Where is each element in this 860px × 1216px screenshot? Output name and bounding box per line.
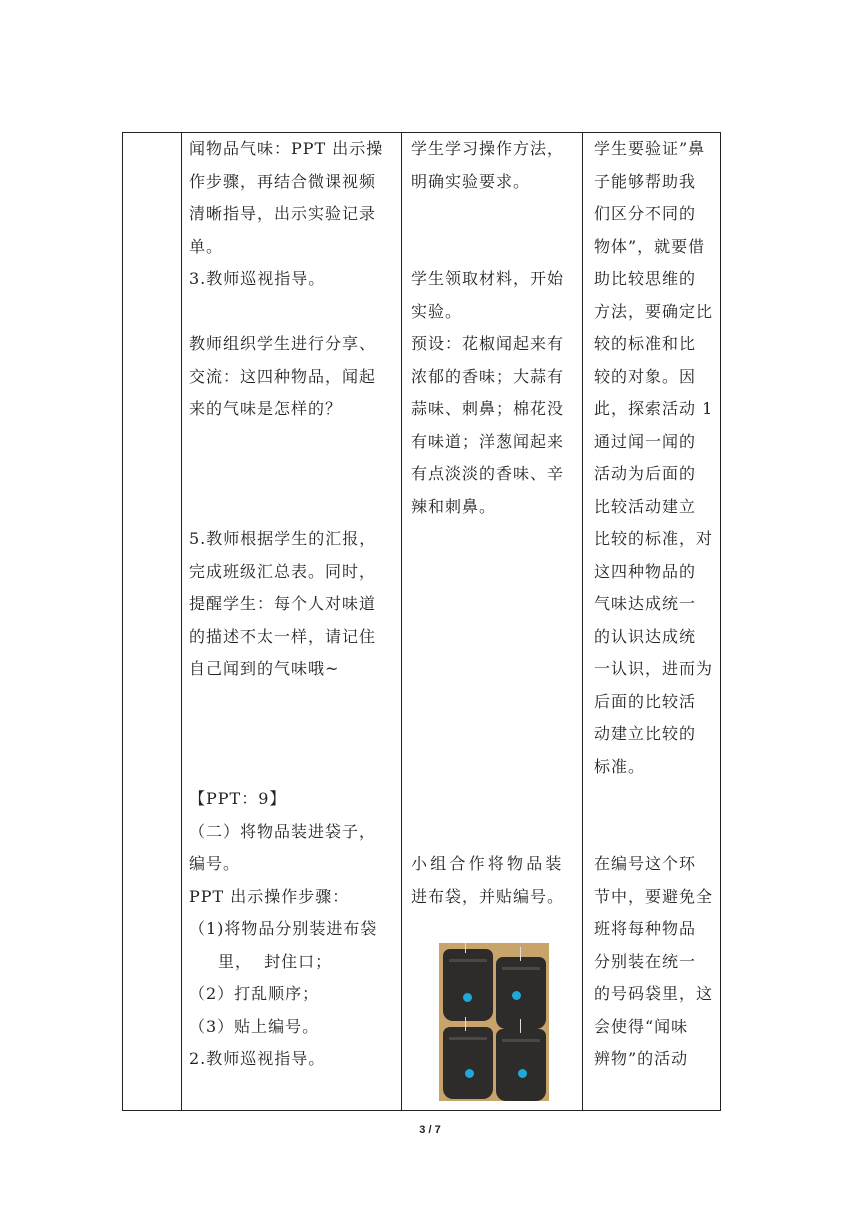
text-line: 后面的比较活 (594, 691, 697, 711)
text-line (411, 783, 583, 816)
text-line (189, 751, 401, 784)
text-line: 完成班级汇总表。同时， (189, 561, 377, 581)
teacher-activity-column (189, 133, 401, 1076)
text-line (411, 588, 583, 621)
text-line: 5.教师根据学生的汇报， (189, 529, 377, 548)
design-intent-column (594, 133, 719, 1076)
text-line: 编号。 (189, 854, 241, 873)
text-line: 【PPT：9】 (189, 789, 287, 808)
text-line (594, 816, 719, 849)
text-line: 浓郁的香味；大蒜有 (411, 366, 565, 386)
text-line: 小组合作将物品装 (411, 854, 565, 873)
text-line: 活动为后面的 (594, 464, 697, 483)
text-line: 的号码袋里，这 (594, 984, 714, 1003)
text-line (411, 621, 583, 654)
text-line: 分别装在统一 (594, 951, 697, 971)
text-line (189, 296, 401, 329)
text-line: 较的标准和比 (594, 334, 697, 353)
text-line: 来的气味是怎样的？ (189, 399, 343, 418)
text-line: 蒜味、刺鼻；棉花没 (411, 399, 565, 418)
text-line: 节中，要避免全 (594, 886, 714, 906)
text-line: 单。 (189, 236, 224, 256)
text-line: 这四种物品的 (594, 561, 697, 581)
text-line: 自己闻到的气味哦~ (189, 659, 340, 678)
text-line (189, 491, 401, 524)
text-line (189, 458, 401, 491)
text-line: 明确实验要求。 (411, 171, 531, 191)
text-line (411, 231, 583, 264)
text-line: 气味达成统一 (594, 594, 697, 613)
text-line: PPT 出示操作步骤： (189, 886, 350, 906)
text-line: （2）打乱顺序； (189, 984, 320, 1003)
bag-icon (496, 957, 546, 1029)
bag-icon (443, 1027, 493, 1099)
text-line: 3.教师巡视指导。 (189, 269, 326, 288)
text-line: 比较的标准，对 (594, 529, 714, 548)
text-line: 2.教师巡视指导。 (189, 1049, 326, 1068)
text-line (411, 686, 583, 719)
text-line: 比较活动建立 (594, 496, 697, 516)
text-line: 作步骤，再结合微课视频 (189, 171, 377, 191)
text-line: 在编号这个环 (594, 854, 697, 873)
text-line (189, 426, 401, 459)
text-line (411, 816, 583, 849)
text-line (411, 523, 583, 556)
text-line (189, 718, 401, 751)
text-line (411, 751, 583, 784)
text-line (594, 783, 719, 816)
text-line (411, 718, 583, 751)
text-line: 预设：花椒闻起来有 (411, 334, 565, 353)
text-line: （3）贴上编号。 (189, 1016, 320, 1036)
text-line: 较的对象。因 (594, 366, 697, 386)
text-line (411, 198, 583, 231)
text-line: 闻物品气味：PPT 出示操 (189, 139, 384, 158)
text-line: 此，探索活动 1 (594, 399, 714, 418)
text-line: 助比较思维的 (594, 269, 697, 288)
text-line: 学生要验证”鼻 (594, 139, 706, 158)
text-line: 会使得“闻味 (594, 1016, 689, 1036)
text-line: 通过闻一闻的 (594, 431, 697, 451)
text-line: 学生领取材料，开始 (411, 269, 565, 288)
page-number: 3 / 7 (419, 1124, 441, 1136)
bag-icon (443, 949, 493, 1021)
text-line: （二）将物品装进袋子， (189, 821, 377, 841)
text-line: 动建立比较的 (594, 724, 697, 743)
text-line: 提醒学生：每个人对味道 (189, 594, 377, 613)
text-line: 交流：这四种物品，闻起 (189, 366, 377, 386)
text-line (411, 556, 583, 589)
text-line: 标准。 (594, 756, 646, 776)
text-line: （1)将物品分别装进布袋 (189, 919, 378, 938)
text-line: 的描述不太一样，请记住 (189, 626, 377, 646)
student-activity-column (411, 133, 583, 913)
text-line: 学生学习操作方法， (411, 139, 565, 158)
text-line: 清晰指导，出示实验记录 (189, 204, 377, 223)
text-line: 子能够帮助我 (594, 171, 697, 191)
cloth-bags-photo (439, 943, 549, 1101)
text-line: 辨物”的活动 (594, 1049, 689, 1068)
text-line: 们区分不同的 (594, 204, 697, 223)
text-line (189, 686, 401, 719)
column-divider-1 (181, 133, 182, 1110)
text-line (411, 653, 583, 686)
text-line: 有味道；洋葱闻起来 (411, 431, 565, 451)
text-line: 物体”，就要借 (594, 236, 706, 256)
text-line: 实验。 (411, 301, 463, 321)
column-divider-2 (401, 133, 402, 1110)
text-line: 里， 封住口； (218, 951, 333, 971)
text-line: 方法，要确定比 (594, 301, 714, 321)
text-line: 的认识达成统 (594, 626, 697, 646)
text-line: 一认识，进而为 (594, 659, 714, 678)
lesson-table (122, 132, 721, 1111)
text-line: 班将每种物品 (594, 919, 697, 938)
bag-icon (496, 1029, 546, 1101)
text-line: 进布袋，并贴编号。 (411, 886, 565, 906)
text-line: 有点淡淡的香味、辛 (411, 464, 565, 483)
text-line: 辣和刺鼻。 (411, 496, 497, 516)
text-line: 教师组织学生进行分享、 (189, 334, 377, 353)
